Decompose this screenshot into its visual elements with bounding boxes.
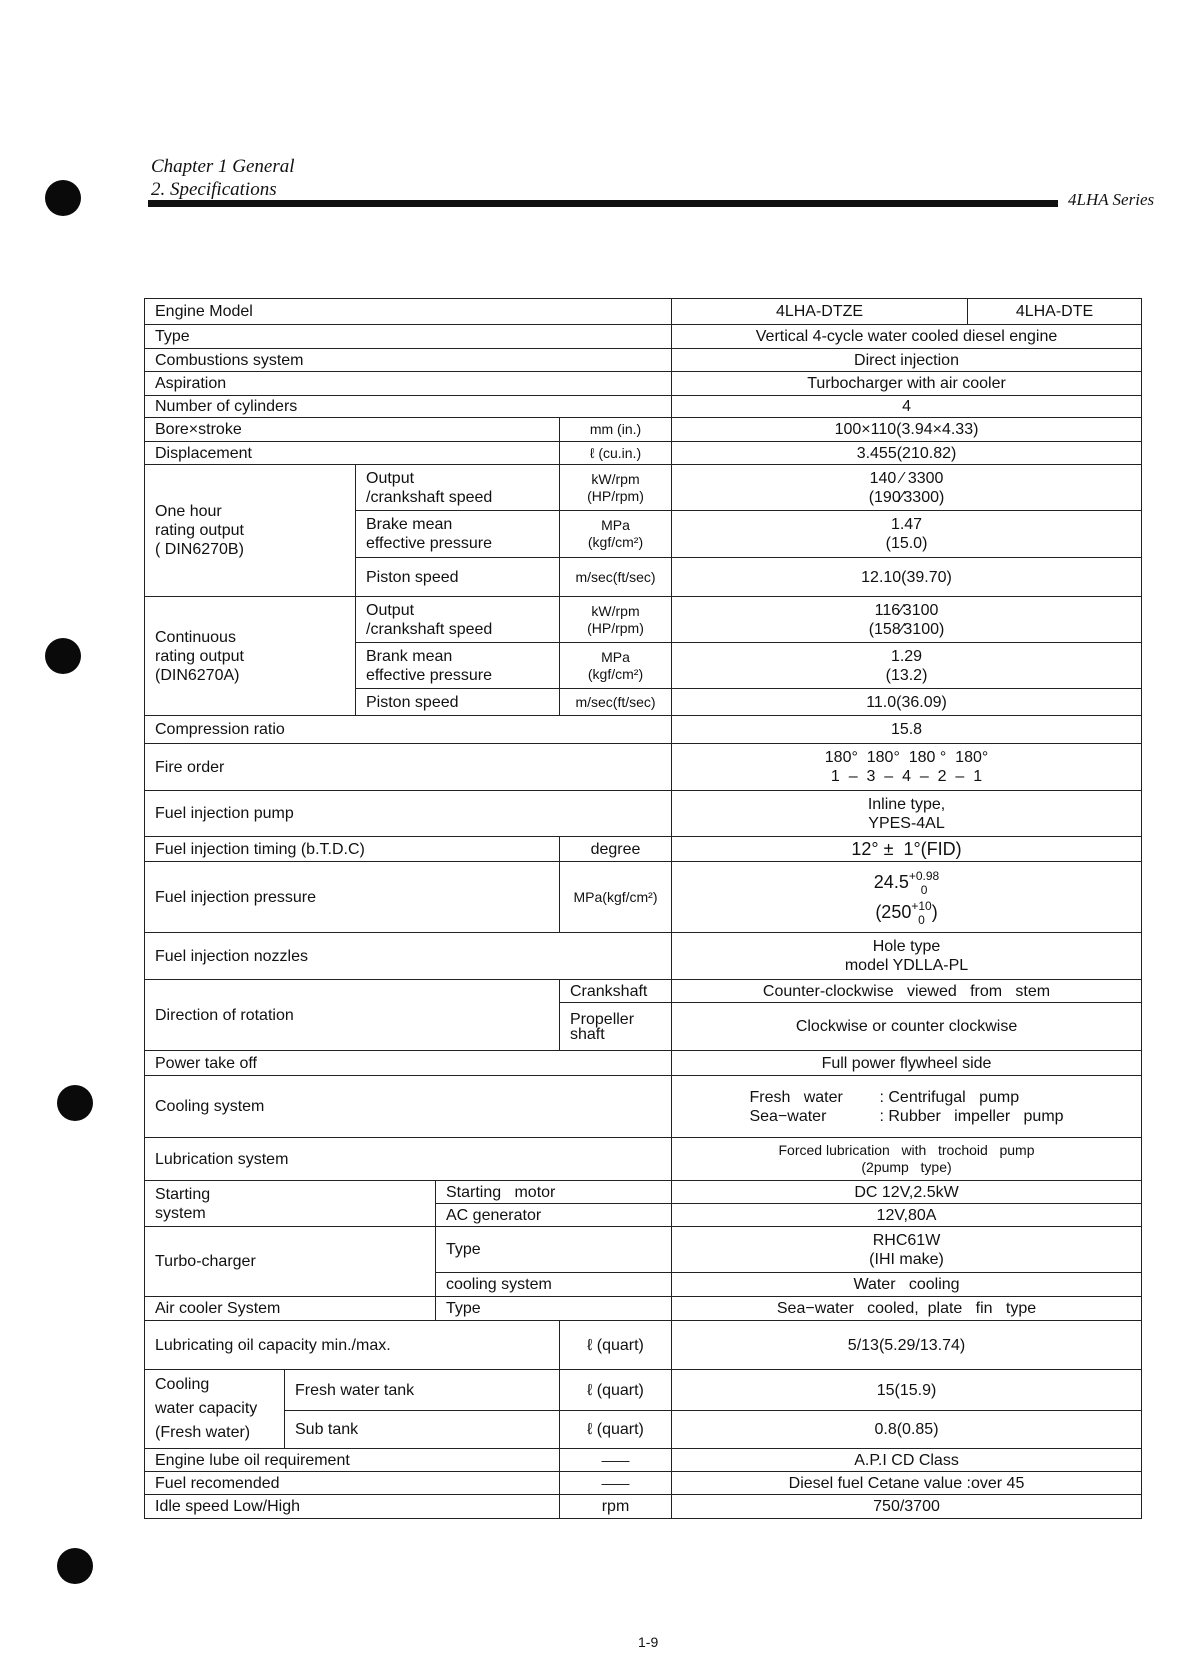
value-line bbox=[749, 1088, 1063, 1107]
value-line: (190∕3300) bbox=[868, 488, 945, 506]
spec-label: Fuel injection nozzles bbox=[145, 933, 672, 980]
spec-unit: rpm bbox=[560, 1495, 672, 1519]
value-line: Hole type bbox=[872, 938, 941, 955]
spec-label: Engine Model bbox=[145, 299, 672, 325]
series-label: 4LHA Series bbox=[1068, 190, 1155, 209]
spec-unit bbox=[560, 597, 672, 643]
spec-label: Combustions system bbox=[145, 349, 672, 372]
value-line: 1.47 bbox=[890, 516, 923, 533]
spec-value: 750/3700 bbox=[672, 1495, 1142, 1519]
table-row bbox=[145, 396, 1142, 418]
spec-unit: MPa(kgf/cm²) bbox=[560, 862, 672, 933]
table-row bbox=[145, 1181, 1142, 1204]
table-row bbox=[145, 597, 1142, 643]
table-row bbox=[145, 325, 1142, 349]
spec-label: Air cooler System bbox=[145, 1297, 436, 1321]
label-line: Propeller bbox=[570, 1010, 635, 1028]
group-label bbox=[145, 597, 356, 716]
spec-unit: —— bbox=[560, 1472, 672, 1495]
value-line: 180° 180° 180 ° 180° bbox=[824, 749, 989, 766]
pressure-line bbox=[682, 867, 1131, 897]
spec-unit: ℓ (cu.in.) bbox=[560, 442, 672, 465]
spec-value bbox=[672, 933, 1142, 980]
spec-value: Counter-clockwise viewed from stem bbox=[672, 980, 1142, 1003]
group-label bbox=[145, 1370, 285, 1449]
pressure-upper-tolerance: +10 bbox=[911, 899, 932, 914]
table-row bbox=[145, 1495, 1142, 1519]
spec-value: Direct injection bbox=[672, 349, 1142, 372]
model-name: 4LHA-DTZE bbox=[672, 299, 968, 325]
value-line: 1.29 bbox=[890, 647, 923, 665]
table-row bbox=[145, 1411, 1142, 1449]
spec-label: Fuel injection pressure bbox=[145, 862, 560, 933]
spec-unit: ℓ (quart) bbox=[560, 1370, 672, 1411]
value-line: (158∕3100) bbox=[868, 620, 945, 638]
table-row bbox=[145, 299, 1142, 325]
label-line: shaft bbox=[570, 1025, 605, 1043]
spec-label bbox=[356, 597, 560, 643]
sub-label: cooling system bbox=[436, 1273, 672, 1297]
table-row bbox=[145, 1449, 1142, 1472]
binder-hole bbox=[57, 1548, 93, 1584]
group-label-line: Starting bbox=[155, 1185, 211, 1203]
spec-value: 12V,80A bbox=[672, 1204, 1142, 1227]
label-line: Output bbox=[366, 601, 415, 619]
group-label-line: Continuous bbox=[155, 628, 236, 646]
spec-value: A.P.I CD Class bbox=[672, 1449, 1142, 1472]
sub-label bbox=[560, 1003, 672, 1051]
value-line: Forced lubrication with trochoid pump bbox=[778, 1142, 1035, 1158]
spec-value bbox=[672, 465, 1142, 511]
table-row bbox=[145, 1472, 1142, 1495]
spec-value bbox=[672, 643, 1142, 689]
group-label-line: (DIN6270A) bbox=[155, 666, 240, 684]
spec-label: Fuel recomended bbox=[145, 1472, 560, 1495]
table-row bbox=[145, 980, 1142, 1003]
binder-hole bbox=[45, 180, 81, 216]
spec-unit: m/sec(ft/sec) bbox=[560, 689, 672, 716]
cooling-pump: : Centrifugal pump bbox=[879, 1088, 1020, 1106]
page-number: 1-9 bbox=[638, 1634, 659, 1650]
spec-label: Power take off bbox=[145, 1051, 672, 1076]
chapter-title: Chapter 1 General bbox=[151, 156, 295, 177]
group-label-line: system bbox=[155, 1204, 206, 1222]
spec-value: 12.10(39.70) bbox=[672, 558, 1142, 597]
value-line: RHC61W bbox=[872, 1231, 941, 1249]
group-label: Turbo-charger bbox=[145, 1227, 436, 1297]
spec-value: 12° ± 1°(FID) bbox=[672, 837, 1142, 862]
spec-value: 15(15.9) bbox=[672, 1370, 1142, 1411]
spec-unit: ℓ (quart) bbox=[560, 1411, 672, 1449]
sub-label: AC generator bbox=[436, 1204, 672, 1227]
spec-value bbox=[672, 791, 1142, 837]
spec-value bbox=[672, 511, 1142, 558]
label-line: effective pressure bbox=[366, 666, 492, 684]
value-line: 1 – 3 – 4 – 2 – 1 bbox=[830, 768, 983, 785]
spec-label: Engine lube oil requirement bbox=[145, 1449, 560, 1472]
sub-label: Starting motor bbox=[436, 1181, 672, 1204]
spec-value: Diesel fuel Cetane value :over 45 bbox=[672, 1472, 1142, 1495]
spec-unit: —— bbox=[560, 1449, 672, 1472]
group-label-line: rating output bbox=[155, 647, 244, 665]
table-row bbox=[145, 465, 1142, 511]
spec-value bbox=[672, 1227, 1142, 1273]
unit-line: MPa bbox=[601, 517, 630, 533]
spec-unit: degree bbox=[560, 837, 672, 862]
table-row bbox=[145, 418, 1142, 442]
header-rule bbox=[148, 200, 1058, 207]
table-row bbox=[145, 716, 1142, 744]
cooling-detail bbox=[749, 1088, 1063, 1126]
pressure-line bbox=[682, 897, 1131, 927]
spec-value: 100×110(3.94×4.33) bbox=[672, 418, 1142, 442]
unit-line: kW/rpm bbox=[591, 602, 640, 619]
spec-unit: mm (in.) bbox=[560, 418, 672, 442]
group-label-line: water capacity bbox=[155, 1400, 258, 1417]
spec-label: Fuel injection timing (b.T.D.C) bbox=[145, 837, 560, 862]
spec-value bbox=[672, 597, 1142, 643]
spec-value: 5/13(5.29/13.74) bbox=[672, 1321, 1142, 1370]
cooling-pump: : Rubber impeller pump bbox=[879, 1107, 1064, 1125]
value-line: model YDLLA-PL bbox=[844, 957, 969, 974]
table-row bbox=[145, 1227, 1142, 1273]
label-line: effective pressure bbox=[366, 535, 492, 552]
table-row bbox=[145, 744, 1142, 791]
value-line: 140 ∕ 3300 bbox=[869, 469, 944, 487]
value-line: YPES-4AL bbox=[868, 814, 945, 832]
spec-label: Compression ratio bbox=[145, 716, 672, 744]
table-row bbox=[145, 837, 1142, 862]
value-line bbox=[749, 1107, 1063, 1126]
table-row bbox=[145, 1051, 1142, 1076]
spec-label: Lubrication system bbox=[145, 1138, 672, 1181]
specifications-table bbox=[144, 298, 1142, 1519]
spec-value: Water cooling bbox=[672, 1273, 1142, 1297]
pressure-upper-tolerance: +0.98 bbox=[908, 869, 940, 883]
binder-hole bbox=[45, 638, 81, 674]
spec-label: Number of cylinders bbox=[145, 396, 672, 418]
sub-label: Type bbox=[436, 1227, 672, 1273]
unit-line: (HP/rpm) bbox=[587, 487, 644, 504]
spec-label bbox=[356, 465, 560, 511]
spec-unit: m/sec(ft/sec) bbox=[560, 558, 672, 597]
spec-value: Turbocharger with air cooler bbox=[672, 372, 1142, 396]
table-row bbox=[145, 372, 1142, 396]
spec-value: 4 bbox=[672, 396, 1142, 418]
spec-label: Fuel injection pump bbox=[145, 791, 672, 837]
value-line: (IHI make) bbox=[869, 1250, 944, 1268]
table-row bbox=[145, 1138, 1142, 1181]
spec-label: Direction of rotation bbox=[145, 980, 560, 1051]
spec-label: Lubricating oil capacity min./max. bbox=[145, 1321, 560, 1370]
group-label-line: (Fresh water) bbox=[155, 1424, 251, 1441]
table-row bbox=[145, 1321, 1142, 1370]
spec-unit bbox=[560, 465, 672, 511]
spec-value: 3.455(210.82) bbox=[672, 442, 1142, 465]
chapter-heading bbox=[151, 155, 295, 201]
spec-value bbox=[672, 862, 1142, 933]
group-label-line: Cooling bbox=[155, 1376, 210, 1393]
pressure-base: 24.5 bbox=[873, 871, 909, 892]
spec-value: Clockwise or counter clockwise bbox=[672, 1003, 1142, 1051]
sub-label: Crankshaft bbox=[560, 980, 672, 1003]
spec-label: Aspiration bbox=[145, 372, 672, 396]
table-row bbox=[145, 1297, 1142, 1321]
pressure-lower-tolerance: 0 bbox=[918, 913, 925, 928]
spec-value: 0.8(0.85) bbox=[672, 1411, 1142, 1449]
spec-value bbox=[672, 1138, 1142, 1181]
unit-line: (kgf/cm²) bbox=[587, 665, 644, 682]
label-line: /crankshaft speed bbox=[366, 620, 493, 638]
pressure-bracket: ) bbox=[931, 902, 938, 922]
table-row bbox=[145, 933, 1142, 980]
label-line: Brake mean bbox=[366, 516, 453, 533]
value-line: 116∕3100 bbox=[874, 601, 939, 619]
spec-label: Piston speed bbox=[356, 689, 560, 716]
unit-line: MPa bbox=[601, 648, 630, 665]
cooling-circuit: Fresh water bbox=[749, 1088, 843, 1106]
group-label-line: One hour bbox=[155, 503, 222, 520]
spec-label: Idle speed Low/High bbox=[145, 1495, 560, 1519]
spec-label: Type bbox=[145, 325, 672, 349]
spec-value: Vertical 4-cycle water cooled diesel engine bbox=[672, 325, 1142, 349]
spec-unit: ℓ (quart) bbox=[560, 1321, 672, 1370]
spec-label: Bore×stroke bbox=[145, 418, 560, 442]
cooling-circuit: Sea−water bbox=[749, 1107, 827, 1125]
table-row bbox=[145, 1076, 1142, 1138]
section-title: 2. Specifications bbox=[151, 179, 277, 200]
spec-label: Piston speed bbox=[356, 558, 560, 597]
spec-label: Fire order bbox=[145, 744, 672, 791]
sub-label: Fresh water tank bbox=[285, 1370, 560, 1411]
spec-value bbox=[672, 744, 1142, 791]
value-line: (2pump type) bbox=[861, 1159, 952, 1175]
value-line: (13.2) bbox=[885, 666, 928, 684]
pressure-lower-tolerance: 0 bbox=[920, 883, 928, 897]
spec-unit bbox=[560, 643, 672, 689]
label-line: /crankshaft speed bbox=[366, 488, 493, 506]
spec-value: DC 12V,2.5kW bbox=[672, 1181, 1142, 1204]
sub-label: Type bbox=[436, 1297, 672, 1321]
unit-line: kW/rpm bbox=[591, 470, 640, 487]
label-line: Output bbox=[366, 469, 415, 487]
table-row bbox=[145, 862, 1142, 933]
binder-hole bbox=[57, 1085, 93, 1121]
spec-label: Cooling system bbox=[145, 1076, 672, 1138]
value-line: (15.0) bbox=[885, 535, 928, 552]
table-row bbox=[145, 442, 1142, 465]
group-label bbox=[145, 465, 356, 597]
value-line: Inline type, bbox=[867, 795, 946, 813]
spec-value bbox=[672, 1076, 1142, 1138]
spec-label: Displacement bbox=[145, 442, 560, 465]
spec-value: 15.8 bbox=[672, 716, 1142, 744]
group-label-line: ( DIN6270B) bbox=[155, 541, 244, 558]
group-label-line: rating output bbox=[155, 522, 244, 539]
table-row bbox=[145, 791, 1142, 837]
spec-unit bbox=[560, 511, 672, 558]
unit-line: (kgf/cm²) bbox=[587, 534, 644, 550]
table-row bbox=[145, 349, 1142, 372]
pressure-base: (250 bbox=[875, 902, 912, 922]
label-line: Brank mean bbox=[366, 647, 453, 665]
spec-label bbox=[356, 511, 560, 558]
model-name: 4LHA-DTE bbox=[968, 299, 1142, 325]
spec-label bbox=[356, 643, 560, 689]
spec-value: Sea−water cooled, plate fin type bbox=[672, 1297, 1142, 1321]
spec-value: Full power flywheel side bbox=[672, 1051, 1142, 1076]
sub-label: Sub tank bbox=[285, 1411, 560, 1449]
spec-value: 11.0(36.09) bbox=[672, 689, 1142, 716]
group-label bbox=[145, 1181, 436, 1227]
table-row bbox=[145, 1370, 1142, 1411]
unit-line: (HP/rpm) bbox=[587, 619, 644, 636]
